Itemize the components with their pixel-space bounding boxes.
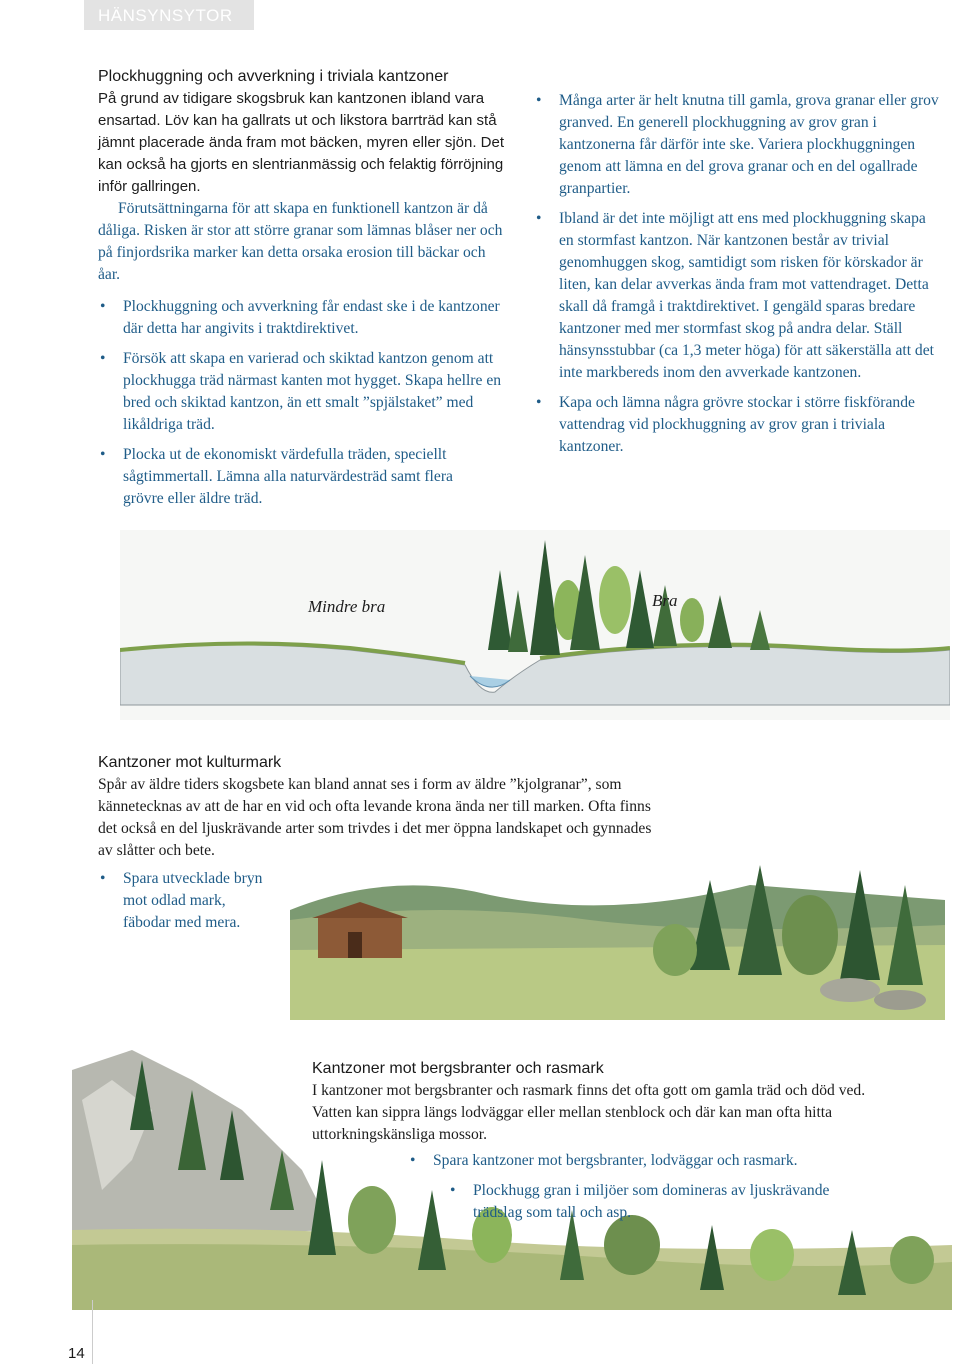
section1-heading: Plockhuggning och avverkning i triviala kantzoner: [98, 68, 449, 85]
section-tab-label: HÄNSYNSYTOR: [98, 6, 233, 25]
page-number: 14: [68, 1345, 85, 1362]
list-item: • Kapa och lämna några grövre stockar i större fiskförande vattendrag vid plockhuggning av grov gran i triviala kantzoner.: [534, 392, 940, 458]
page-divider: [92, 1300, 93, 1364]
section-tab: [84, 0, 254, 30]
list-item: • Spara utvecklade bryn mot odlad mark, fäbodar med mera.: [98, 868, 268, 934]
section3-bullet-list: [408, 1150, 872, 1224]
list-item: • Plockhugg gran i miljöer som domineras av ljuskrävande trädslag som tall och asp.: [448, 1180, 872, 1224]
cultural-landscape-illustration: [290, 840, 945, 1020]
riparian-zone-illustration: [120, 500, 950, 720]
list-item: • Spara kantzoner mot bergsbranter, lodväggar och rasmark.: [408, 1150, 872, 1172]
list-item: • Plocka ut de ekonomiskt värdefulla träden, speciellt sågtimmertall. Lämna alla naturvärdesträd samt flera grövre eller äldre träd.: [98, 444, 453, 510]
section1-intro: På grund av tidigare skogsbruk kan kantzonen ibland vara ensartad. Löv kan ha gallrats ut och likstora barrträd kan stå jämnt placerade ända fram mot bäcken, myren eller sjön. Det kan också ha gjorts en slentrianmässig och felaktig förröjning inför gallringen.: [98, 90, 505, 195]
section3-body: I kantzoner mot bergsbranter och rasmark finns det ofta gott om gamla träd och död ved. Vatten kan sippra längs lodväggar eller mellan stenblock och där kan man ofta hitta uttorkningskänsliga mossor.: [312, 1082, 866, 1143]
list-item: • Många arter är helt knutna till gamla, grova granar eller grov granved. En generell plockhuggning av grov gran i kantzonerna får därför inte ske. Variera plockhuggningen genom att lämna en del grova granar och en del ogallrade granpartier.: [534, 90, 940, 200]
section1-bullet-list: [98, 296, 510, 510]
section1-right-column: [534, 90, 940, 458]
section1-para2: Förutsättningarna för att skapa en funktionell kantzon är då dåliga. Risken är stor att större granar som lämnas blåser ner och på finjordsrika marker kan detta orsaka erosion till bäckar och åar.: [98, 200, 503, 283]
section3-heading: Kantzoner mot bergsbranter och rasmark: [312, 1060, 604, 1077]
label-right: Bra: [652, 591, 678, 610]
section2-heading: Kantzoner mot kulturmark: [98, 754, 282, 771]
list-item: • Ibland är det inte möjligt att ens med plockhuggning skapa en stormfast kantzon. När kantzonen består av trivial genomhuggen skog, samtidigt som risken för körskador är liten, kan delar avverkas ända fram mot vattendraget. Detta skall då framgå i traktdirektivet. I gengäld sparas bredare kantzoner med mer stormfast skog på andra delar. Ställ hänsynsstubbar (ca 1,3 meter höga) för att säkerställa att det inte markbereds inom den avverkade kantzonen.: [534, 208, 940, 384]
label-left: Mindre bra: [308, 597, 386, 616]
section1-left-column: [98, 66, 510, 510]
list-item: • Plockhuggning och avverkning får endast ske i de kantzoner där detta har angivits i traktdirektivet.: [98, 296, 510, 340]
section2-bullet-list: [98, 868, 268, 934]
section3-text: [312, 1058, 872, 1224]
section2-body: Spår av äldre tiders skogsbete kan bland annat ses i form av äldre ”kjolgranar”, som kännetecknas av att de har en vid och ofta levande krona ända ner till marken. Ofta finns det också en del ljuskrävande arter som trivdes i det mer öppna landskapet och gynnades av slåtter och bete.: [98, 776, 652, 859]
list-item: • Försök att skapa en varierad och skiktad kantzon genom att plockhugga träd närmast kanten mot hygget. Skapa hellre en bred och skiktad kantzon, än ett smalt ”spjälstaket” med likåldriga träd.: [98, 348, 510, 436]
section1-right-bullet-list: [534, 90, 940, 458]
